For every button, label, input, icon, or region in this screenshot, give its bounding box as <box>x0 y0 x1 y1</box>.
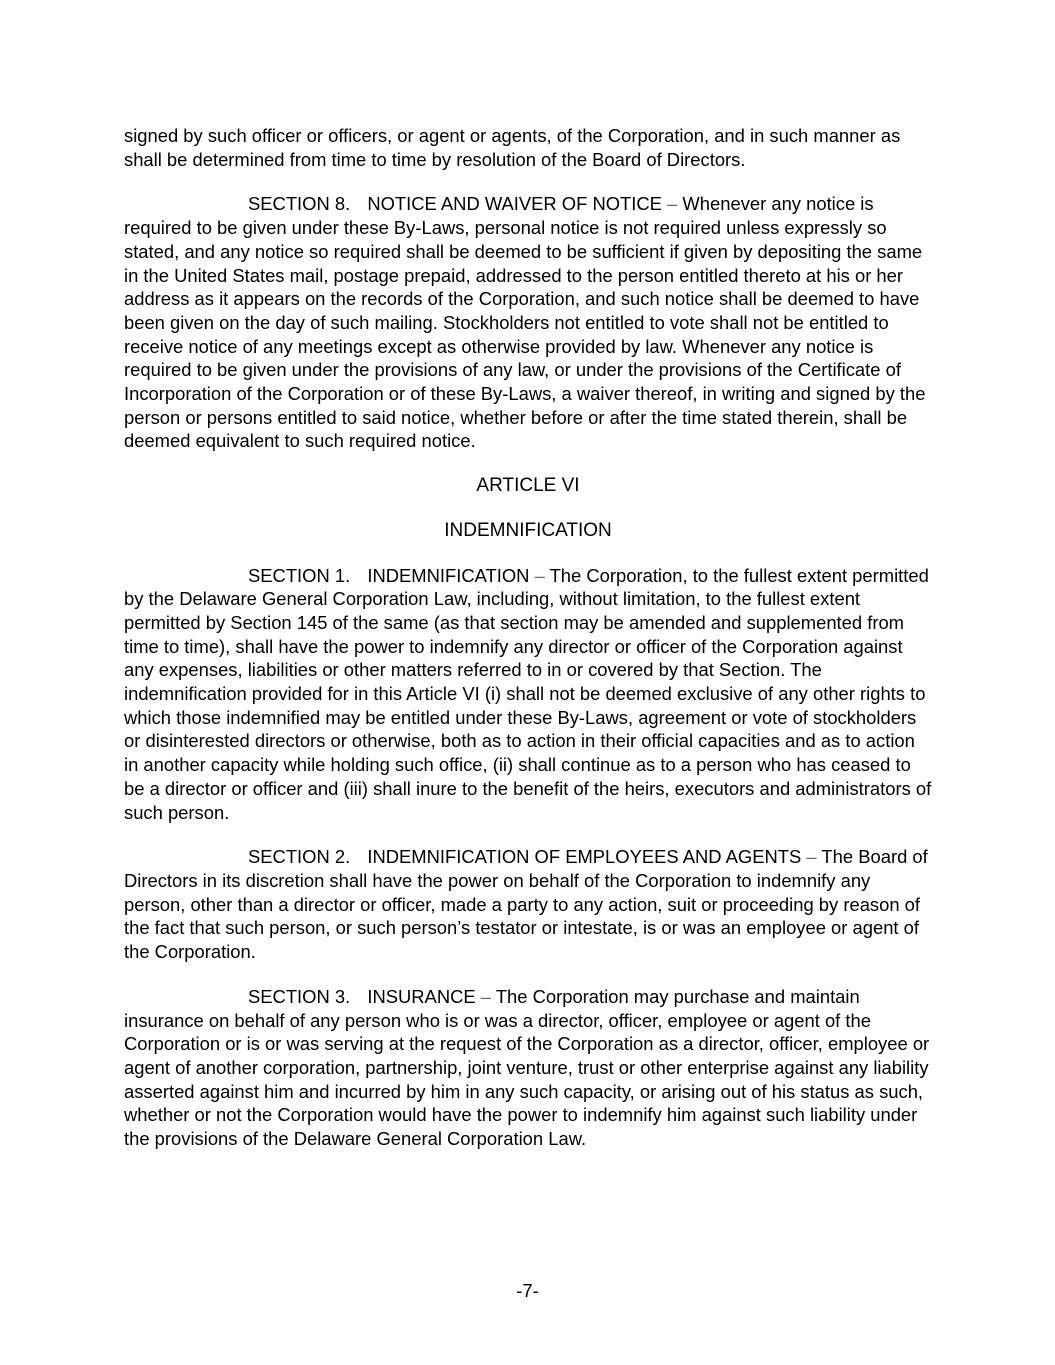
section-1-label: SECTION 1. <box>248 564 351 586</box>
section-1-paragraph <box>124 564 932 825</box>
section-3-paragraph <box>124 985 932 1151</box>
continuation-paragraph: signed by such officer or officers, or agent or agents, of the Corporation, and in such manner as shall be determined from time to time by resolution of the Board of Directors. <box>124 125 901 170</box>
section-8-title: NOTICE AND WAIVER OF NOTICE <box>367 193 662 215</box>
section-2-dash: – <box>806 846 817 868</box>
section-2-label: SECTION 2. <box>248 846 351 868</box>
section-2-paragraph <box>124 845 932 964</box>
section-8-body: Whenever any notice is required to be given under these By-Laws, personal notice is not required unless expressly so stated, and any notice so required shall be deemed to be sufficient if given by depositing the same in the United States mail, postage prepaid, addressed to the person entitled thereto at his or her address as it appears on the records of the Corporation, and such notice shall be deemed to have been given on the day of such mailing. Stockholders not entitled to vote shall not be entitled to receive notice of any meetings except as otherwise provided by law. Whenever any notice is required to be given under the provisions of any law, or under the provisions of the Certificate of Incorporation of the Corporation or of these By-Laws, a waiver thereof, in writing and signed by the person or persons entitled to said notice, whether before or after the time stated therein, shall be deemed equivalent to such required notice. <box>124 193 926 452</box>
section-3-body: The Corporation may purchase and maintain insurance on behalf of any person who is or was a director, officer, employee or agent of the Corporation or is or was serving at the request of the Corporation as a director, officer, employee or agent of another corporation, partnership, joint venture, trust or other enterprise against any liability asserted against him and incurred by him in any such capacity, or arising out of his status as such, whether or not the Corporation would have the power to indemnify him against such liability under the provisions of the Delaware General Corporation Law. <box>124 985 930 1150</box>
section-1-dash: – <box>534 564 545 586</box>
page-number: -7- <box>516 1280 539 1301</box>
section-1-title: INDEMNIFICATION <box>367 564 530 586</box>
section-2-title: INDEMNIFICATION OF EMPLOYEES AND AGENTS <box>367 846 802 868</box>
section-3-title: INSURANCE <box>367 985 476 1007</box>
section-2-body: The Board of Directors in its discretion shall have the power on behalf of the Corporation to indemnify any person, other than a director or officer, made a party to any action, suit or proceeding by reason of the fact that such person, or such person’s testator or intestate, is or was an employee or agent of the Corporation. <box>124 846 928 963</box>
section-3-dash: – <box>480 985 492 1007</box>
article-title-heading: INDEMNIFICATION <box>444 519 612 541</box>
article-number-heading: ARTICLE VI <box>476 475 580 497</box>
section-8-paragraph <box>124 192 932 453</box>
section-8-dash: – <box>667 193 678 215</box>
document-page <box>124 124 932 1172</box>
section-8-label: SECTION 8. <box>248 193 351 215</box>
section-1-body: The Corporation, to the fullest extent permitted by the Delaware General Corporation Law, including, without limitation, to the fullest extent permitted by Section 145 of the same (as that section may be amended and supplemented from time to time), shall have the power to indemnify any director or officer of the Corporation against any expenses, liabilities or other matters referred to in or covered by that Section. The indemnification provided for in this Article VI (i) shall not be deemed exclusive of any other rights to which those indemnified may be entitled under these By-Laws, agreement or vote of stockholders or disinterested directors or otherwise, both as to action in their official capacities and as to action in another capacity while holding such office, (ii) shall continue as to a person who has ceased to be a director or officer and (iii) shall inure to the benefit of the heirs, executors and administrators of such person. <box>124 564 932 823</box>
section-3-label: SECTION 3. <box>248 985 351 1007</box>
